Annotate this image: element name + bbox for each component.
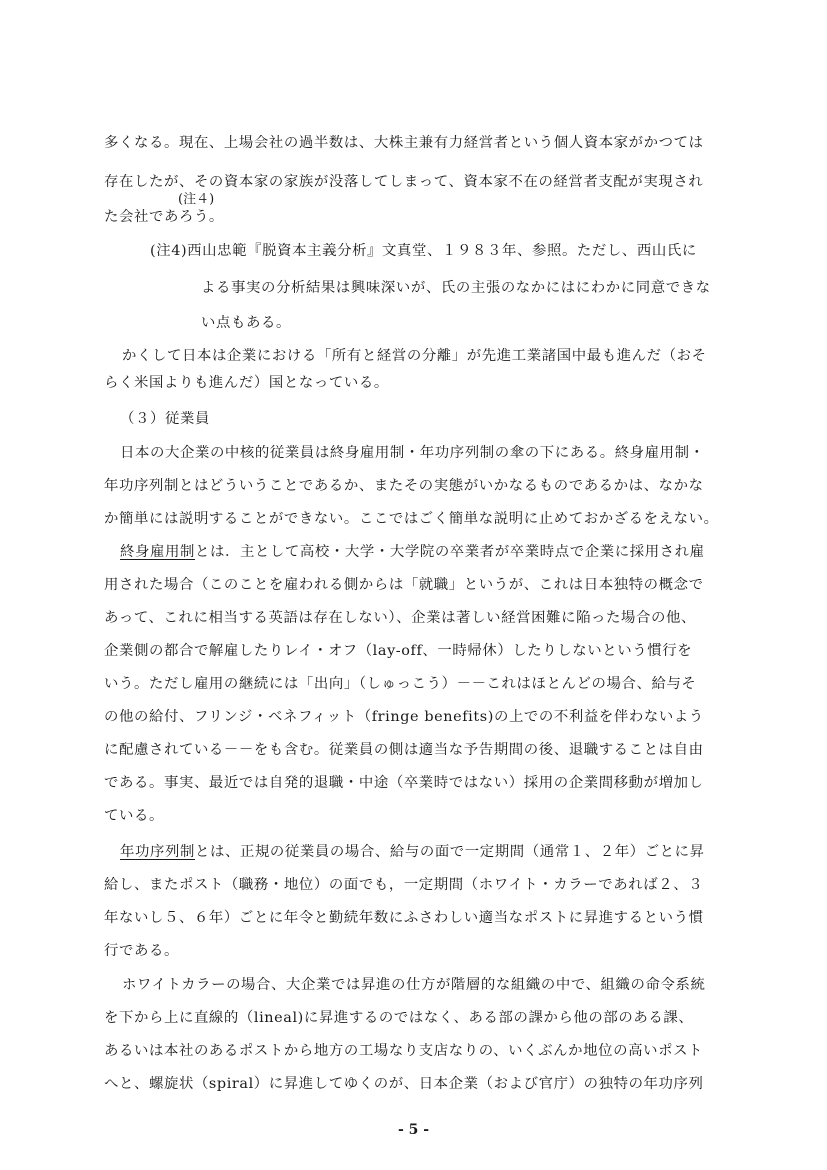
footnote-line: い点もある。: [201, 315, 291, 331]
section-heading: （３）従業員: [120, 411, 210, 427]
footnote-marker: (注４): [178, 192, 215, 207]
text-line: 日本の大企業の中核的従業員は終身雇用制・年功序列制の傘の下にある。終身雇用制・: [120, 445, 705, 461]
term-definition: とは、正規の従業員の場合、給与の面で一定期間（通常１、２年）ごとに昇: [194, 844, 705, 860]
text-line: た会社であろう。: [104, 209, 224, 225]
term-lifetime-employment: 終身雇用制: [120, 544, 195, 560]
text-line: らく米国よりも進んだ）国となっている。: [104, 375, 389, 391]
text-line: へと、螺旋状（spiral）に昇進してゆくのが、日本企業（および官庁）の独特の年功序列: [104, 1076, 704, 1092]
text-line: 多くなる。現在、上場会社の過半数は、大株主兼有力経営者という個人資本家がかつては: [104, 135, 704, 151]
page-number: - 5 -: [397, 1122, 430, 1138]
text-line: [120, 542, 705, 562]
text-line: ている。: [104, 808, 164, 824]
text-line: に配慮されている－－をも含む。従業員の側は適当な予告期間の後、退職することは自由: [104, 742, 704, 758]
text-line: 給し、またポスト（職務・地位）の面でも，一定期間（ホワイト・カラーであれば２、３: [104, 877, 704, 893]
footnote-line: よる事実の分析結果は興味深いが、氏の主張のなかにはにわかに同意できな: [201, 280, 711, 296]
text-line: 用された場合（このことを雇われる側からは「就職」というが、これは日本独特の概念で: [104, 577, 704, 593]
term-seniority-system: 年功序列制: [120, 844, 195, 860]
term-definition: とは．主として高校・大学・大学院の卒業者が卒業時点で企業に採用され雇: [194, 544, 705, 560]
text-line: 存在したが、その資本家の家族が没落してしまって、資本家不在の経営者支配が実現され: [104, 174, 704, 190]
text-line: を下から上に直線的（lineal)に昇進するのではなく、ある部の課から他の部のある課、: [104, 1010, 694, 1026]
text-line: いう。ただし雇用の継続には「出向」（しゅっこう）－－これはほとんどの場合、給与そ: [104, 676, 697, 692]
text-line: 年功序列制とはどういうことであるか、またその実態がいかなるものであるかは、なかな: [104, 478, 704, 494]
text-line: である。事実、最近では自発的退職・中途（卒業時ではない）採用の企業間移動が増加し: [104, 775, 704, 791]
text-line: ホワイトカラーの場合、大企業では昇進の仕方が階層的な組織の中で、組織の命令系統: [122, 977, 706, 993]
text-line: 年ないし５、６年）ごとに年令と勤続年数にふさわしい適当なポストに昇進するという慣: [104, 910, 704, 926]
text-line: 企業側の都合で解雇したりレイ・オフ（lay-off、一時帰休）したりしないという慣行を: [104, 643, 693, 659]
text-line: あって、これに相当する英語は存在しない）、企業は著しい経営困難に陥った場合の他、: [104, 610, 696, 626]
text-line: の他の給付、フリンジ・ベネフィット（fringe benefits)の上での不利益を伴わないよう: [104, 709, 704, 725]
text-line: か簡単には説明することができない。ここではごく簡単な説明に止めておかざるをえない。: [104, 511, 719, 527]
text-line: [120, 842, 705, 862]
text-line: 行である。: [104, 943, 179, 959]
text-line: あるいは本社のあるポストから地方の工場なり支店なりの、いくぶんか地位の高いポスト: [104, 1043, 704, 1059]
text-line: かくして日本は企業における「所有と経営の分離」が先進工業諸国中最も進んだ（おそ: [122, 348, 707, 364]
footnote-line: (注4)西山忠範『脱資本主義分析』文真堂、１９８３年、参照。ただし、西山氏に: [150, 243, 697, 259]
